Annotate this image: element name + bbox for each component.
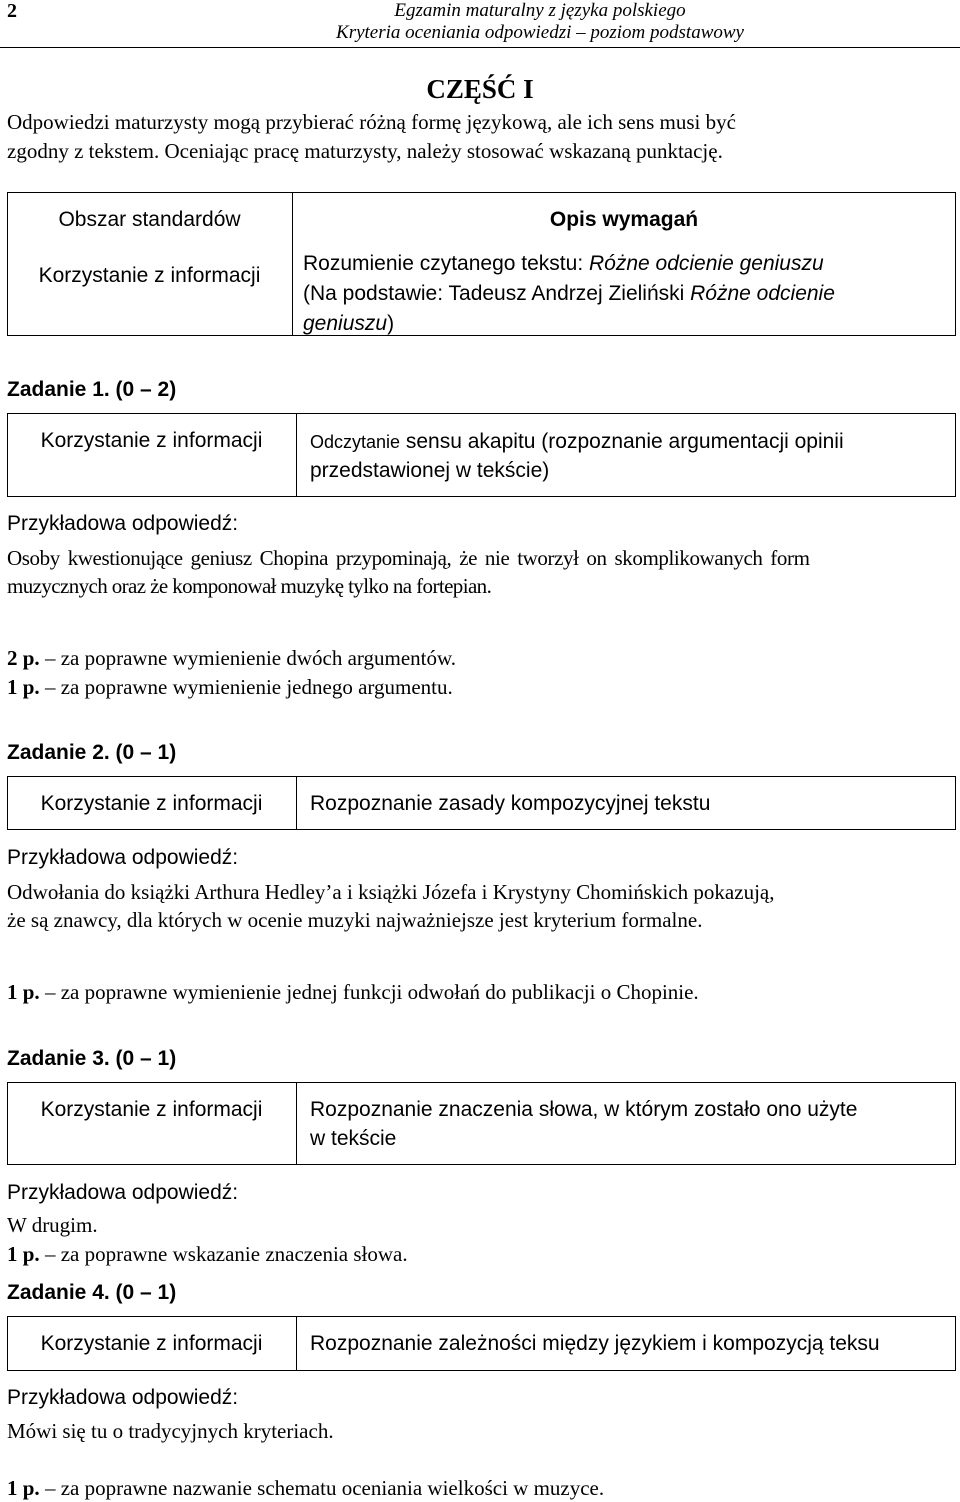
- task-1-req-word: Odczytanie: [310, 432, 401, 452]
- part-title: CZĘŚĆ I: [426, 74, 534, 104]
- intro-line-1: Odpowiedzi maturzysty mogą przybierać różną formę językową, ale ich sens musi być: [7, 110, 736, 134]
- task-2-score-1-points: 1 p.: [7, 980, 40, 1004]
- task-3-answer-line-1: W drugim.: [7, 1213, 98, 1237]
- standards-col1-header: Obszar standardów: [58, 208, 241, 231]
- task-1-score-1-points: 2 p.: [7, 646, 40, 670]
- task-2-area: Korzystanie z informacji: [40, 792, 263, 815]
- task-1-area: Korzystanie z informacji: [40, 429, 263, 452]
- task-1-sample-label: Przykładowa odpowiedź:: [7, 512, 239, 535]
- task-2-requirement: Rozpoznanie zasady kompozycyjnej tekstu: [310, 792, 711, 815]
- task-4-score-1-text: – za poprawne nazwanie schematu oceniania wielkości w muzyce.: [39, 1476, 605, 1500]
- task-2-answer-line-2: że są znawcy, dla których w ocenie muzyki najważniejsze jest kryterium formalne.: [7, 908, 703, 932]
- task-2-title: Zadanie 2. (0 – 1): [7, 741, 177, 764]
- standards-area-value: Korzystanie z informacji: [38, 264, 261, 287]
- task-4-sample-label: Przykładowa odpowiedź:: [7, 1386, 239, 1409]
- task-1-answer-line-2: muzycznych oraz że komponował muzykę tylko na fortepian.: [7, 574, 492, 598]
- task-1-score-line-1: [7, 646, 456, 670]
- task-4-table-divider: [296, 1316, 297, 1371]
- task-1-title: Zadanie 1. (0 – 2): [7, 378, 177, 401]
- task-1-requirement-line-1: [310, 430, 844, 454]
- task-1-score-line-2: [7, 675, 453, 699]
- task-1-requirement-line-2: przedstawionej w tekście): [310, 459, 550, 482]
- task-2-sample-label: Przykładowa odpowiedź:: [7, 846, 239, 869]
- intro-line-2: zgodny z tekstem. Oceniając pracę maturzysty, należy stosować wskazaną punktację.: [7, 139, 723, 163]
- task-4-score-line-1: [7, 1476, 604, 1500]
- desc-italic-title-2: Różne odcienie: [690, 282, 835, 305]
- header-subtitle: Kryteria oceniania odpowiedzi – poziom podstawowy: [336, 22, 744, 43]
- task-3-score-1-text: – za poprawne wskazanie znaczenia słowa.: [39, 1242, 408, 1266]
- desc-plain-1: Rozumienie czytanego tekstu:: [303, 252, 589, 275]
- task-2-answer-line-1: Odwołania do książki Arthura Hedley’a i książki Józefa i Krystyny Chomińskich pokazują,: [7, 880, 775, 904]
- task-4-title: Zadanie 4. (0 – 1): [7, 1281, 177, 1304]
- task-1-table: [7, 413, 956, 497]
- task-3-requirement-line-1: Rozpoznanie znaczenia słowa, w którym zostało ono użyte: [310, 1098, 858, 1121]
- task-2-score-line-1: [7, 980, 699, 1004]
- task-2-score-1-text: – za poprawne wymienienie jednej funkcji odwołań do publikacji o Chopinie.: [39, 980, 699, 1004]
- task-3-title: Zadanie 3. (0 – 1): [7, 1047, 177, 1070]
- standards-description-line-2: [303, 282, 835, 306]
- task-3-area: Korzystanie z informacji: [40, 1098, 263, 1121]
- task-1-table-divider: [296, 413, 297, 497]
- task-1-answer-line-1: Osoby kwestionujące geniusz Chopina przypominają, że nie tworzył on skomplikowanych form: [7, 546, 810, 570]
- standards-col2-header: Opis wymagań: [549, 208, 699, 231]
- task-1-score-2-points: 1 p.: [7, 675, 40, 699]
- standards-description-line-3: [303, 312, 394, 336]
- desc-plain-3: ): [387, 312, 395, 335]
- task-1-score-2-text: – za poprawne wymienienie jednego argumentu.: [39, 675, 453, 699]
- task-3-table: [7, 1082, 956, 1165]
- desc-italic-title-1: Różne odcienie geniuszu: [588, 252, 824, 275]
- task-3-sample-label: Przykładowa odpowiedź:: [7, 1181, 239, 1204]
- desc-italic-title-3: geniuszu: [303, 312, 388, 335]
- desc-plain-2: (Na podstawie: Tadeusz Andrzej Zieliński: [303, 282, 691, 305]
- task-1-req-rest: sensu akapitu (rozpoznanie argumentacji opinii: [400, 430, 844, 453]
- task-4-area: Korzystanie z informacji: [40, 1332, 263, 1355]
- task-4-score-1-points: 1 p.: [7, 1476, 40, 1500]
- task-3-score-line-1: [7, 1242, 408, 1266]
- task-2-table-divider: [296, 776, 297, 830]
- standards-description-line-1: [303, 252, 824, 276]
- task-3-score-1-points: 1 p.: [7, 1242, 40, 1266]
- header-rule: [0, 47, 960, 48]
- task-4-answer-line-1: Mówi się tu o tradycyjnych kryteriach.: [7, 1419, 334, 1443]
- task-3-table-divider: [296, 1082, 297, 1165]
- task-1-score-1-text: – za poprawne wymienienie dwóch argumentów.: [39, 646, 457, 670]
- task-3-requirement-line-2: w tekście: [310, 1127, 397, 1150]
- task-4-requirement: Rozpoznanie zależności między językiem i kompozycją teksu: [310, 1332, 880, 1355]
- header-exam-title: Egzamin maturalny z języka polskiego: [394, 0, 686, 21]
- page-number: 2: [7, 0, 17, 22]
